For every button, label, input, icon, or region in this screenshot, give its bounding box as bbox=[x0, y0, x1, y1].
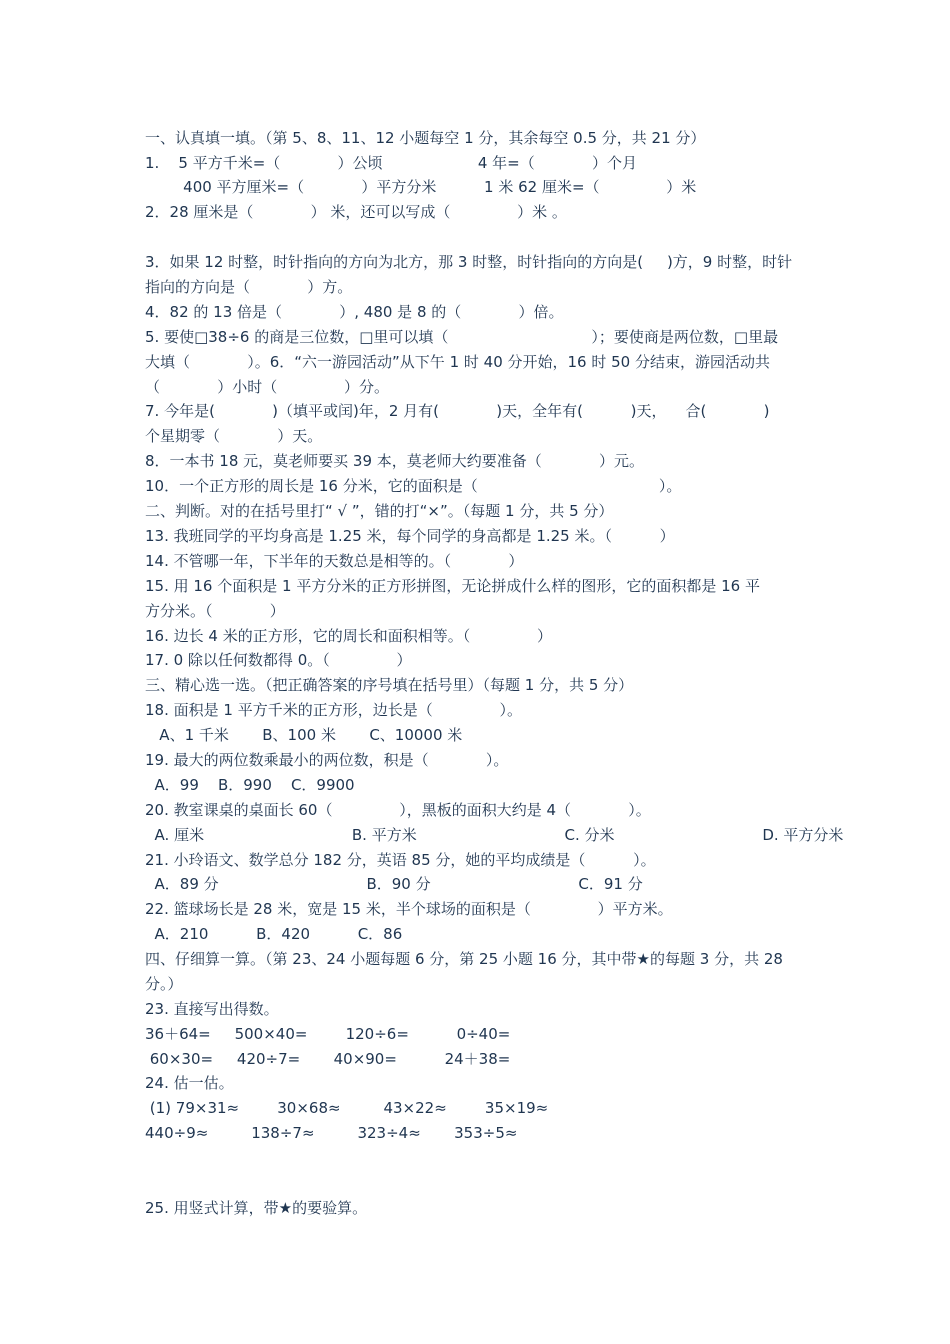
question-21-options: A．89 分 B．90 分 C．91 分 bbox=[145, 875, 643, 893]
question-5-6-line: 大填（ ）。6．“六一游园活动”从下午 1 时 40 分开始，16 时 50 分结束，游园活动共 bbox=[145, 353, 770, 371]
question-22: 22. 篮球场长是 28 米，宽是 15 米，半个球场的面积是（ ）平方米。 bbox=[145, 900, 673, 918]
question-24-row-2: 440÷9≈ 138÷7≈ 323÷4≈ 353÷5≈ bbox=[145, 1124, 518, 1142]
question-7-line-1: 7. 今年是( )（填平或闰)年，2 月有( )天，全年有( )天， 合( ) bbox=[145, 402, 770, 420]
section-4-heading-line-2: 分。） bbox=[145, 975, 183, 993]
question-18: 18. 面积是 1 平方千米的正方形，边长是（ ）。 bbox=[145, 701, 522, 719]
question-14: 14. 不管哪一年，下半年的天数总是相等的。（ ） bbox=[145, 552, 524, 570]
question-2: 2．28 厘米是（ ） 米，还可以写成（ ）米 。 bbox=[145, 203, 567, 221]
question-22-options: A．210 B．420 C．86 bbox=[145, 925, 403, 943]
question-19: 19. 最大的两位数乘最小的两位数，积是（ ）。 bbox=[145, 751, 509, 769]
question-23-row-2: 60×30= 420÷7= 40×90= 24＋38= bbox=[145, 1050, 511, 1068]
question-13: 13. 我班同学的平均身高是 1.25 米，每个同学的身高都是 1.25 米。（ ） bbox=[145, 527, 675, 545]
question-23: 23. 直接写出得数。 bbox=[145, 1000, 279, 1018]
section-2-heading: 二、判断。对的在括号里打“ √ ”，错的打“×”。（每题 1 分，共 5 分） bbox=[145, 502, 614, 520]
section-3-heading: 三、精心选一选。（把正确答案的序号填在括号里）（每题 1 分，共 5 分） bbox=[145, 676, 634, 694]
question-7-line-2: 个星期零（ ）天。 bbox=[145, 427, 323, 445]
question-24: 24. 估一估。 bbox=[145, 1074, 234, 1092]
question-15-line-1: 15. 用 16 个面积是 1 平方分米的正方形拼图，无论拼成什么样的图形，它的面积都是 16 平 bbox=[145, 577, 760, 595]
question-4: 4．82 的 13 倍是（ ）, 480 是 8 的（ ）倍。 bbox=[145, 303, 564, 321]
question-6-line-2: （ ）小时（ ）分。 bbox=[145, 378, 389, 396]
section-1-heading: 一、认真填一填。（第 5、8、11、12 小题每空 1 分，其余每空 0.5 分，共 21 分） bbox=[145, 129, 706, 147]
question-17: 17. 0 除以任何数都得 0。（ ） bbox=[145, 651, 412, 669]
question-20: 20. 教室课桌的桌面长 60（ ），黑板的面积大约是 4（ ）。 bbox=[145, 801, 651, 819]
question-18-options: A、1 千米 B、100 米 C、10000 米 bbox=[145, 726, 463, 744]
question-10: 10．一个正方形的周长是 16 分米，它的面积是（ ）。 bbox=[145, 477, 682, 495]
question-16: 16. 边长 4 米的正方形，它的周长和面积相等。（ ） bbox=[145, 627, 552, 645]
question-21: 21. 小玲语文、数学总分 182 分，英语 85 分，她的平均成绩是（ ）。 bbox=[145, 851, 656, 869]
question-8: 8．一本书 18 元，莫老师要买 39 本，莫老师大约要准备（ ）元。 bbox=[145, 452, 645, 470]
question-1-line-1: 1. 5 平方千米=（ ）公顷 4 年=（ ）个月 bbox=[145, 154, 637, 172]
question-20-options: A. 厘米 B. 平方米 C. 分米 D. 平方分米 bbox=[145, 826, 844, 844]
question-23-row-1: 36＋64= 500×40= 120÷6= 0÷40= bbox=[145, 1025, 511, 1043]
question-5-line-1: 5. 要使□38÷6 的商是三位数，□里可以填（ ）；要使商是两位数，□里最 bbox=[145, 328, 779, 346]
question-19-options: A．99 B．990 C．9900 bbox=[145, 776, 355, 794]
question-3-line-2: 指向的方向是（ ）方。 bbox=[145, 278, 353, 296]
question-1-line-2: 400 平方厘米=（ ）平方分米 1 米 62 厘米=（ ）米 bbox=[145, 178, 697, 196]
question-15-line-2: 方分米。（ ） bbox=[145, 602, 285, 620]
question-25: 25. 用竖式计算，带★的要验算。 bbox=[145, 1199, 368, 1217]
question-3-line-1: 3．如果 12 时整，时针指向的方向为北方，那 3 时整，时针指向的方向是( )方，9 时整，时针 bbox=[145, 253, 793, 271]
section-4-heading-line-1: 四、仔细算一算。（第 23、24 小题每题 6 分，第 25 小题 16 分，其中带★的每题 3 分，共 28 bbox=[145, 950, 783, 968]
question-24-row-1: (1) 79×31≈ 30×68≈ 43×22≈ 35×19≈ bbox=[145, 1099, 549, 1117]
